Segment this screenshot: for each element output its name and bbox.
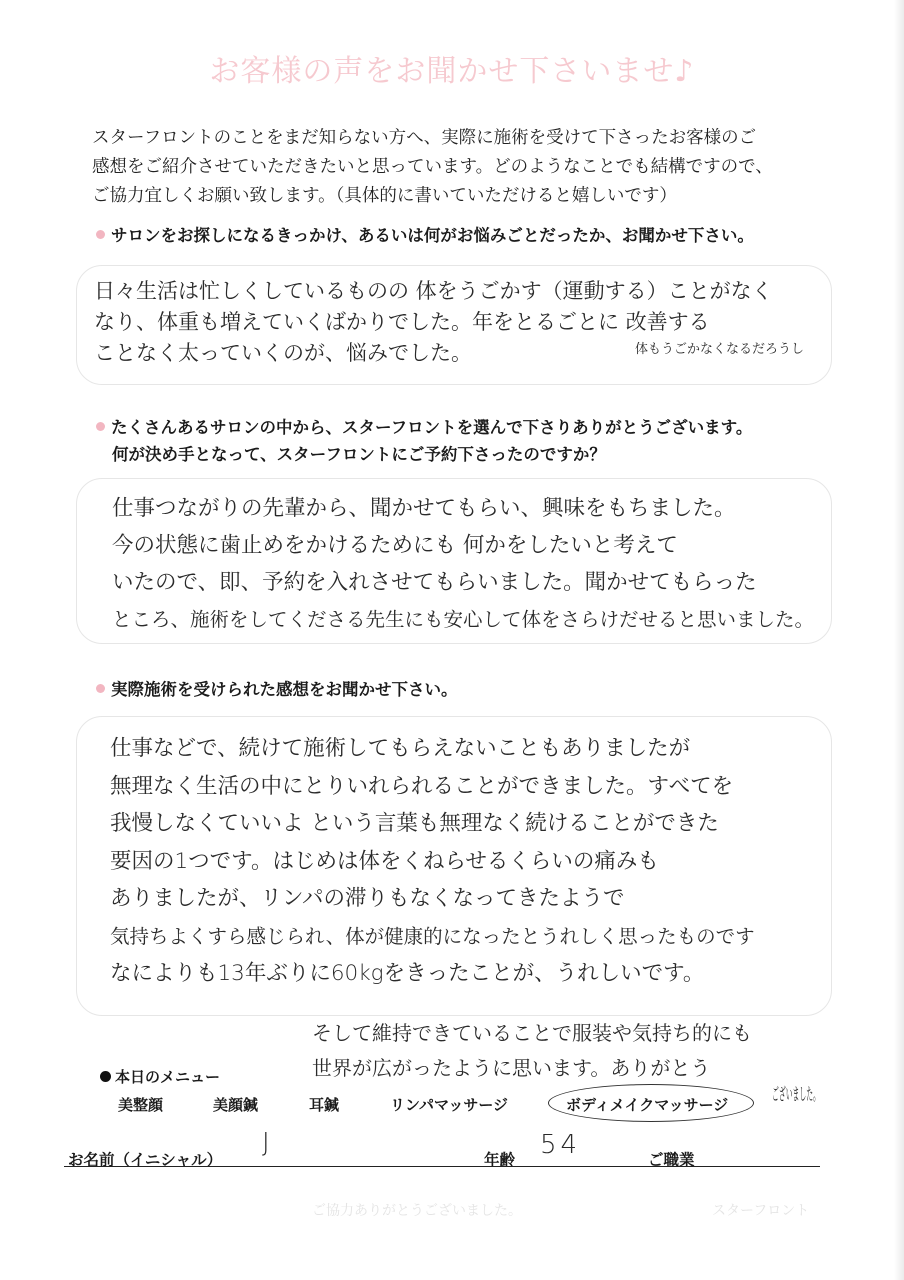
answer-3-line: 我慢しなくていいよ という言葉も無理なく続けることができた [110, 811, 719, 836]
page-title: お客様の声をお聞かせ下さいませ♪ [209, 54, 695, 89]
answer-2-line: ところ、施術をしてくださる先生にも安心して体をさらけだせると思いました。 [112, 608, 815, 631]
answer-2-handwriting [112, 490, 814, 638]
answer-2-line: 今の状態に歯止めをかけるためにも 何かをしたいと考えて [112, 533, 678, 558]
question-2 [96, 414, 752, 465]
question-1 [96, 222, 754, 246]
answer-1-line: 日々生活は忙しくしているものの 体をうごかす（運動する）ことがなく [94, 279, 773, 303]
answer-3-line: 要因の1つです。はじめは体をくねらせるくらいの痛みも [110, 848, 659, 874]
answer-2-line: 仕事つながりの先輩から、聞かせてもらい、興味をもちました。 [112, 496, 736, 521]
selected-menu-circle [548, 1084, 754, 1122]
black-bullet-icon [100, 1071, 111, 1082]
question-3 [96, 676, 458, 700]
footer-thanks: ご協力ありがとうございました。 [312, 1203, 522, 1219]
answer-3-closing: ございました。 [772, 1085, 820, 1105]
form-underline [64, 1166, 820, 1167]
answer-3-line: なによりも13年ぶりに60kgをきったことが、うれしいです。 [110, 961, 705, 986]
intro-line: 感想をご紹介させていただきたいと思っています。どのようなことでも結構ですので、 [92, 157, 773, 177]
menu-item-mimi-shin: 耳鍼 [309, 1096, 340, 1114]
answer-3-handwriting [110, 730, 755, 993]
scan-edge-shadow [894, 0, 904, 1280]
pink-bullet-icon [96, 230, 105, 239]
answer-3-overflow-line: そして維持できていることで服装や気持ち的にも [312, 1021, 752, 1045]
answer-3-line: 気持ちよくすら感じられ、体が健康的になったとうれしく思ったものです [110, 924, 755, 948]
question-2-text-2: 何が決め手となって、スターフロントにご予約下さったのですか？ [112, 445, 606, 464]
age-label: 年齢 [484, 1151, 516, 1169]
menu-item-body-make-massage: ボディメイクマッサージ [566, 1096, 729, 1114]
answer-1-line: なり、体重も増えていくばかりでした。年をとるごとに 改善する [94, 310, 710, 334]
name-label: お名前（イニシャル） [68, 1151, 223, 1169]
menu-item-lymph-massage: リンパマッサージ [390, 1096, 509, 1114]
job-label: ご職業 [648, 1151, 695, 1169]
answer-3-line: 無理なく生活の中にとりいれられることができました。すべてを [110, 773, 734, 799]
answer-3-overflow-line: 世界が広がったように思います。ありがとう [312, 1056, 711, 1080]
intro-text [92, 124, 832, 211]
question-1-text: サロンをお探しになるきっかけ、あるいは何がお悩みごとだったか、お聞かせ下さい。 [111, 226, 754, 245]
question-3-text: 実際施術を受けられた感想をお聞かせ下さい。 [111, 680, 458, 699]
age-value: 54 [540, 1130, 582, 1160]
answer-3-line: 仕事などで、続けて施術してもらえないこともありましたが [110, 736, 691, 761]
intro-line: ご協力宜しくお願い致します。（具体的に書いていただけると嬉しいです） [92, 186, 677, 206]
menu-item-bisei-gan: 美整顔 [118, 1096, 164, 1114]
menu-heading [100, 1066, 220, 1087]
answer-2-line: いたので、即、予約を入れさせてもらいました。聞かせてもらった [112, 570, 757, 595]
answer-3-line: ありましたが、リンパの滞りもなくなってきたようで [110, 886, 625, 911]
pink-bullet-icon [96, 684, 105, 693]
answer-1-line: ことなく太っていくのが、悩みでした。 [94, 341, 472, 365]
answer-3-overflow [312, 1016, 752, 1086]
name-value: J [262, 1128, 270, 1158]
question-2-text-1: たくさんあるサロンの中から、スターフロントを選んで下さりありがとうございます。 [111, 418, 753, 437]
menu-heading-text: 本日のメニュー [115, 1068, 221, 1086]
menu-item-bigan-shin: 美顔鍼 [213, 1096, 259, 1114]
pink-bullet-icon [96, 422, 105, 431]
intro-line: スターフロントのことをまだ知らない方へ、実際に施術を受けて下さったお客様のご [92, 128, 757, 148]
answer-1-insert-note: 体もうごかなくなるだろうし [635, 342, 805, 357]
footer-brand: スターフロント [712, 1203, 810, 1219]
